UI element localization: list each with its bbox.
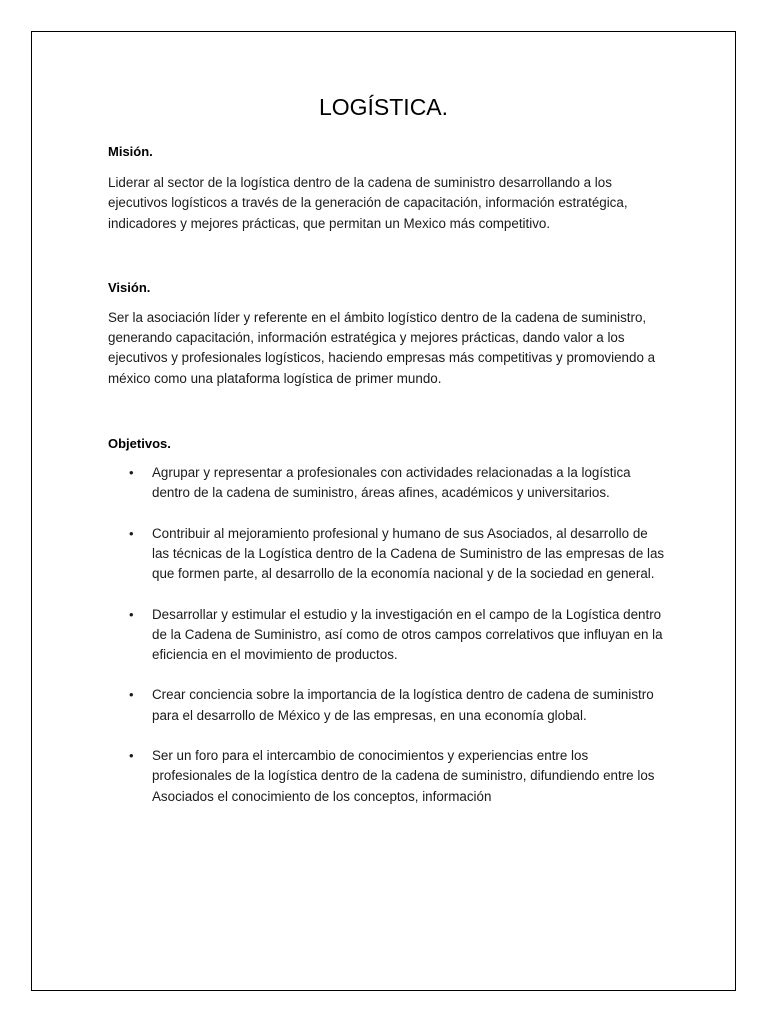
- objective-item: [108, 685, 668, 726]
- objectives-heading: Objetivos.: [108, 436, 171, 452]
- objective-text: Crear conciencia sobre la importancia de la logística dentro de cadena de suministro para el desarrollo de México y de las empresas, en una economía global.: [152, 687, 654, 723]
- objective-text: Contribuir al mejoramiento profesional y humano de sus Asociados, al desarrollo de las técnicas de la Logística dentro de la Cadena de Suministro de las empresas de las que formen parte, al desarrollo de la economía nacional y de la sociedad en general.: [152, 525, 665, 582]
- document-title: LOGÍSTICA.: [318, 94, 449, 120]
- objective-text: Agrupar y representar a profesionales con actividades relacionadas a la logística dentro de la cadena de suministro, áreas afines, académicos y universitarios.: [152, 465, 631, 501]
- objective-text: Ser un foro para el intercambio de conocimientos y experiencias entre los profesionales de la logística dentro de la cadena de suministro, difundiendo entre los Asociados el conocimiento de los conceptos, información: [152, 748, 655, 804]
- vision-heading: Visión.: [108, 279, 151, 295]
- bullet-icon: •: [129, 687, 134, 703]
- objective-item: [108, 605, 668, 666]
- objectives-list: [108, 463, 668, 807]
- objective-item: [108, 524, 668, 585]
- mission-heading: Misión.: [108, 144, 153, 159]
- document-page: [31, 31, 736, 991]
- mission-text: Liderar al sector de la logística dentro de la cadena de suministro desarrollando a los ejecutivos logísticos a través de la generación de capacitación, información estratégica, indicadores y mejores prácticas, que permitan un Mexico más competitivo.: [108, 175, 628, 231]
- document-body: [108, 138, 668, 807]
- bullet-icon: •: [129, 606, 134, 622]
- objective-item: [108, 463, 668, 504]
- objective-text: Desarrollar y estimular el estudio y la investigación en el campo de la Logística dentro de la Cadena de Suministro, así como de otros campos correlativos que influyan en la eficiencia en el movimiento de productos.: [152, 606, 663, 663]
- bullet-icon: •: [129, 748, 134, 764]
- bullet-icon: •: [129, 465, 134, 481]
- vision-text: Ser la asociación líder y referente en el ámbito logístico dentro de la cadena de suministro, generando capacitación, información estratégica y mejores prácticas, dando valor a los ejecutivos y profesionales logísticos, haciendo empresas más competitivas y promoviendo a méxico como una plataforma logística de primer mundo.: [108, 309, 656, 386]
- objective-item: [108, 746, 668, 807]
- bullet-icon: •: [129, 525, 134, 541]
